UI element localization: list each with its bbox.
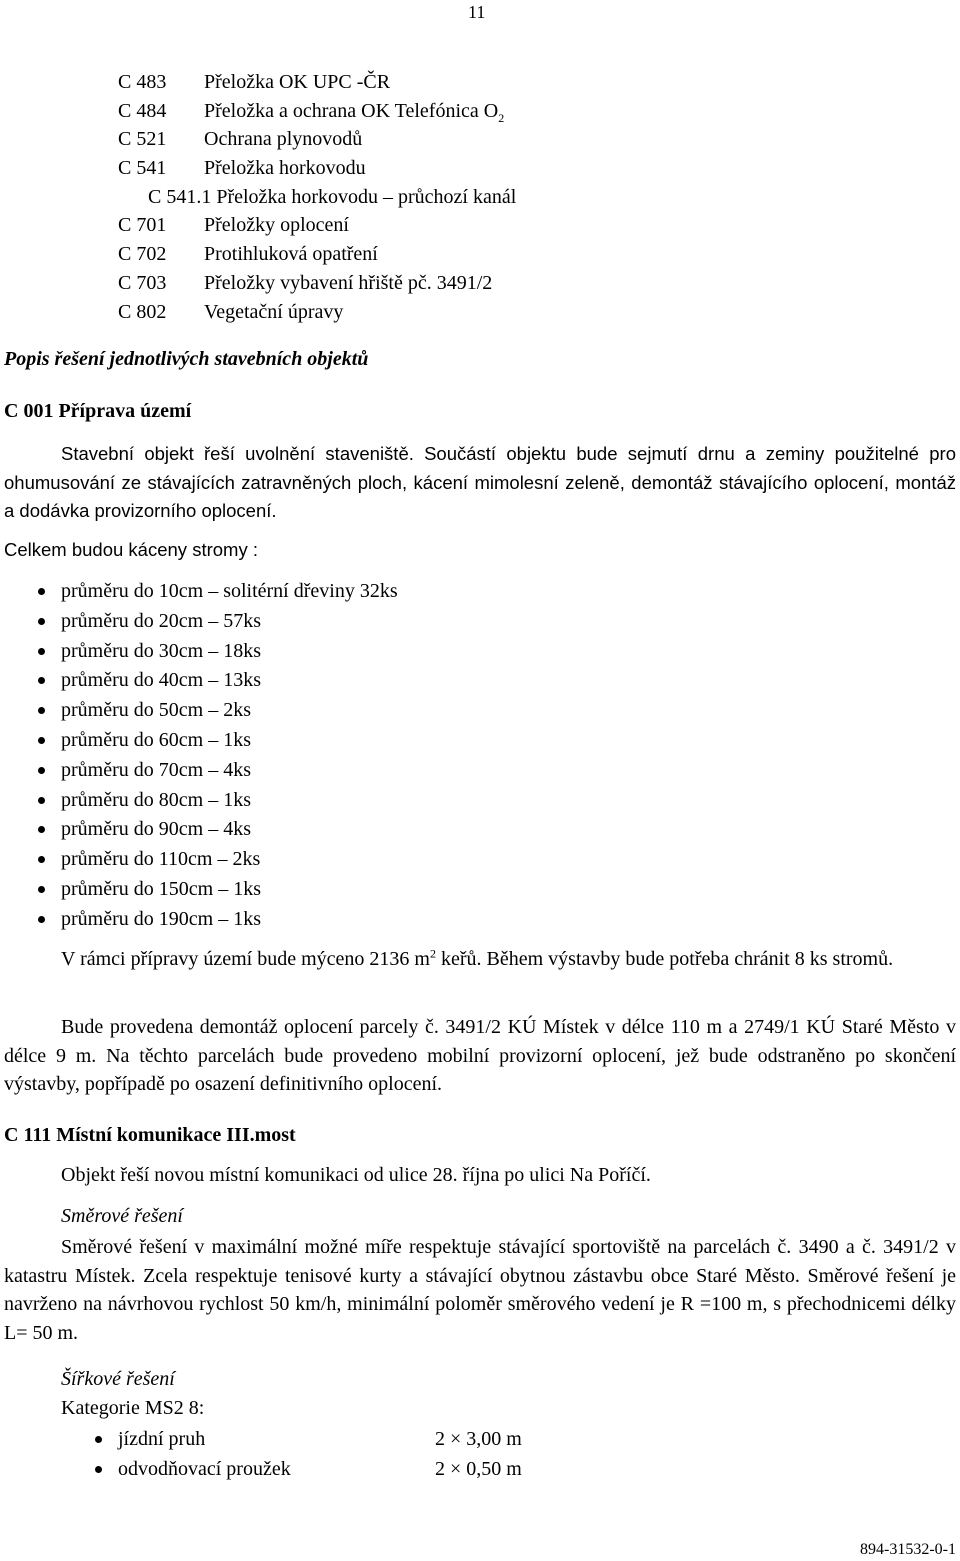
object-code: C 541	[118, 157, 167, 180]
list-item: průměru do 20cm – 57ks	[38, 607, 398, 637]
c001-paragraph-lead: Stavební objekt řeší uvolnění staveniště.	[61, 443, 414, 464]
smerove-heading: Směrové řešení	[61, 1205, 183, 1227]
object-title: Přeložka horkovodu – průchozí kanál	[216, 185, 517, 208]
object-title: Přeložka a ochrana OK Telefónica O	[204, 99, 499, 122]
object-row	[118, 97, 516, 126]
width-value: 2 × 3,00 m	[435, 1428, 522, 1450]
object-code: C 802	[118, 300, 167, 323]
width-name: jízdní pruh	[118, 1428, 206, 1450]
object-code: C 541.1	[148, 185, 212, 208]
object-title: Přeložka OK UPC -ČR	[204, 71, 391, 93]
widths-table	[95, 1425, 522, 1485]
c111-intro: Objekt řeší novou místní komunikaci od ulice 28. října po ulici Na Poříčí.	[61, 1164, 651, 1186]
object-title: Přeložky vybavení hřiště pč. 3491/2	[204, 271, 493, 294]
list-item: průměru do 110cm – 2ks	[38, 845, 398, 875]
object-code: C 703	[118, 271, 167, 294]
list-item: průměru do 10cm – solitérní dřeviny 32ks	[38, 577, 398, 607]
object-row	[118, 68, 516, 97]
footer-code: 894-31532-0-1	[860, 1541, 956, 1558]
table-row	[95, 1455, 522, 1485]
c001-paragraph-rest: Součástí objektu bude sejmutí drnu a zeminy použitelné pro ohumusování ze stávajících zatravněných ploch, kácení mimolesní zeleně, demontáž stávajícího oplocení, montáž a dodávka provizorního oplocení.	[4, 443, 957, 521]
trees-list	[38, 577, 398, 935]
list-item: průměru do 50cm – 2ks	[38, 696, 398, 726]
object-title: Vegetační úpravy	[204, 300, 344, 323]
list-item: průměru do 190cm – 1ks	[38, 905, 398, 935]
list-item: průměru do 150cm – 1ks	[38, 875, 398, 905]
object-code: C 483	[118, 71, 167, 93]
shrubs-text: V rámci přípravy území bude mýceno 2136 m	[61, 948, 430, 970]
fence-text: Bude provedena demontáž oplocení parcely č. 3491/2 KÚ Místek v délce 110 m a 2749/1 KÚ Staré Město v délce 9 m. Na těchto parcelách bude provedeno mobilní provizorní oplocení, jež bude odstraněno po skončení výstavby, popřípadě po osazení definitivního oplocení.	[4, 1016, 956, 1095]
category-label: Kategorie MS2 8:	[61, 1397, 205, 1419]
list-item: průměru do 80cm – 1ks	[38, 786, 398, 816]
object-title: Přeložka horkovodu	[204, 157, 366, 180]
object-title-subscript: 2	[498, 110, 505, 125]
page-number: 11	[468, 2, 486, 22]
object-title: Přeložky oplocení	[204, 214, 349, 237]
width-value: 2 × 0,50 m	[435, 1457, 522, 1480]
list-item: průměru do 70cm – 4ks	[38, 756, 398, 786]
object-code: C 702	[118, 243, 167, 266]
object-row	[118, 125, 516, 154]
list-item: průměru do 60cm – 1ks	[38, 726, 398, 756]
list-item: průměru do 90cm – 4ks	[38, 815, 398, 845]
object-row	[118, 154, 516, 183]
smerove-text: Směrové řešení v maximální možné míře respektuje stávající sportoviště na parcelách č. 3490 a č. 3491/2 v katastru Místek. Zcela respektuje tenisové kurty a stávající obytnou zástavbu obce Staré Město. Směrové řešení je navrženo na návrhovou rychlost 50 km/h, minimální poloměr směrového vedení je R =100 m, s přechodnicemi délky L= 50 m.	[4, 1236, 956, 1344]
c001-heading: C 001 Příprava území	[4, 400, 192, 422]
fence-paragraph	[4, 1013, 956, 1099]
smerove-paragraph	[4, 1233, 956, 1347]
sirkove-heading: Šířkové řešení	[61, 1368, 175, 1390]
c111-heading: C 111 Místní komunikace III.most	[4, 1124, 296, 1146]
object-code: C 701	[118, 214, 167, 237]
width-name: odvodňovací proužek	[118, 1457, 291, 1480]
c001-paragraph	[4, 440, 956, 526]
object-title: Protihluková opatření	[204, 243, 378, 266]
object-row	[118, 183, 516, 212]
shrubs-superscript: 2	[429, 946, 436, 961]
shrubs-paragraph	[4, 945, 956, 974]
trees-intro: Celkem budou káceny stromy :	[4, 539, 258, 560]
list-item: průměru do 30cm – 18ks	[38, 637, 398, 667]
shrubs-text-end: keřů. Během výstavby bude potřeba chránit 8 ks stromů.	[435, 948, 894, 970]
object-title: Ochrana plynovodů	[204, 128, 363, 151]
section-heading: Popis řešení jednotlivých stavebních objektů	[4, 348, 369, 370]
object-row	[118, 240, 516, 269]
object-row	[118, 211, 516, 240]
object-code: C 484	[118, 99, 167, 122]
object-row	[118, 269, 516, 298]
object-code: C 521	[118, 128, 167, 151]
object-row	[118, 298, 516, 327]
list-item: průměru do 40cm – 13ks	[38, 666, 398, 696]
object-list	[118, 68, 516, 326]
table-row	[95, 1425, 522, 1455]
